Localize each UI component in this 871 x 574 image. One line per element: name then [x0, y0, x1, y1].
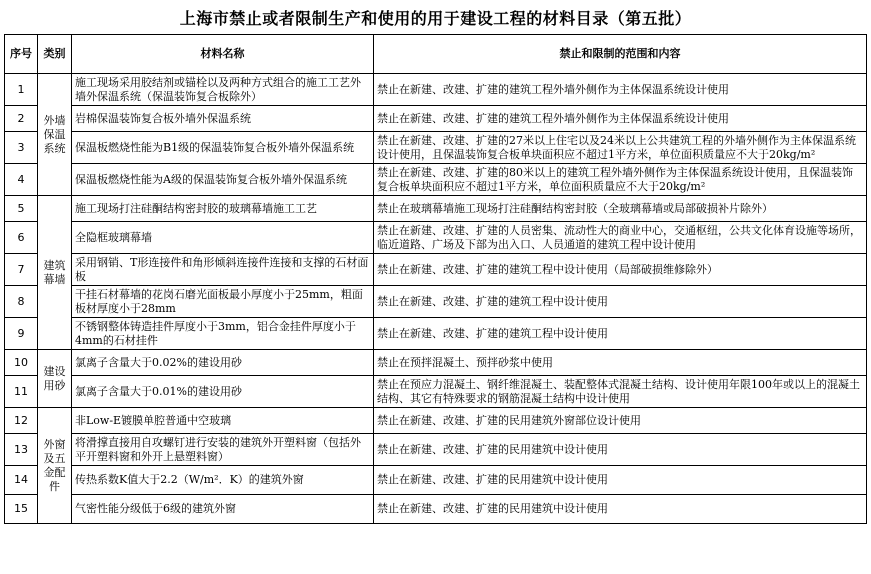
header-name: 材料名称: [72, 35, 374, 74]
table-row: [5, 434, 867, 466]
material-name: 将滑撑直接用自攻螺钉进行安装的建筑外开塑料窗（包括外平开塑料窗和外开上悬塑料窗）: [72, 434, 374, 466]
row-number: 14: [5, 466, 38, 495]
category-cell: 建设用砂: [38, 350, 72, 408]
row-number: 1: [5, 74, 38, 106]
row-number: 6: [5, 222, 38, 254]
restriction-scope: 禁止在新建、改建、扩建的民用建筑外窗部位设计使用: [374, 408, 867, 434]
row-number: 5: [5, 196, 38, 222]
material-name: 保温板燃烧性能为B1级的保温装饰复合板外墙外保温系统: [72, 132, 374, 164]
materials-table: [4, 34, 867, 524]
restriction-scope: 禁止在新建、改建、扩建的建筑工程外墙外侧作为主体保温系统设计使用: [374, 74, 867, 106]
material-name: 采用钢销、T形连接件和角形倾斜连接件连接和支撑的石材面板: [72, 254, 374, 286]
row-number: 3: [5, 132, 38, 164]
table-row: [5, 132, 867, 164]
material-name: 施工现场打注硅酮结构密封胶的玻璃幕墙施工工艺: [72, 196, 374, 222]
restriction-scope: 禁止在预拌混凝土、预拌砂浆中使用: [374, 350, 867, 376]
material-name: 非Low-E镀膜单腔普通中空玻璃: [72, 408, 374, 434]
restriction-scope: 禁止在新建、改建、扩建的人员密集、流动性大的商业中心，交通枢纽，公共文化体育设施等场所，临近道路、广场及下部为出入口、人员通道的建筑工程中设计使用: [374, 222, 867, 254]
row-number: 4: [5, 164, 38, 196]
row-number: 7: [5, 254, 38, 286]
restriction-scope: 禁止在预应力混凝土、钢纤维混凝土、装配整体式混凝土结构、设计使用年限100年或以上的混凝土结构、其它有特殊要求的钢筋混凝土结构中设计使用: [374, 376, 867, 408]
material-name: 全隐框玻璃幕墙: [72, 222, 374, 254]
material-name: 施工现场采用胶结剂或锚栓以及两种方式组合的施工工艺外墙外保温系统（保温装饰复合板除外）: [72, 74, 374, 106]
material-name: 岩棉保温装饰复合板外墙外保温系统: [72, 106, 374, 132]
row-number: 15: [5, 495, 38, 524]
row-number: 8: [5, 286, 38, 318]
material-name: 干挂石材幕墙的花岗石磨光面板最小厚度小于25mm，粗面板材厚度小于28mm: [72, 286, 374, 318]
header-scope: 禁止和限制的范围和内容: [374, 35, 867, 74]
restriction-scope: 禁止在新建、改建、扩建的建筑工程中设计使用（局部破损维修除外）: [374, 254, 867, 286]
table-row: [5, 350, 867, 376]
table-row: [5, 466, 867, 495]
restriction-scope: 禁止在新建、改建、扩建的建筑工程中设计使用: [374, 318, 867, 350]
table-row: [5, 74, 867, 106]
table-row: [5, 222, 867, 254]
row-number: 11: [5, 376, 38, 408]
table-row: [5, 318, 867, 350]
material-name: 保温板燃烧性能为A级的保温装饰复合板外墙外保温系统: [72, 164, 374, 196]
restriction-scope: 禁止在新建、改建、扩建的民用建筑中设计使用: [374, 495, 867, 524]
document-title: 上海市禁止或者限制生产和使用的用于建设工程的材料目录（第五批）: [179, 9, 692, 28]
table-row: [5, 408, 867, 434]
table-row: [5, 164, 867, 196]
restriction-scope: 禁止在新建、改建、扩建的民用建筑中设计使用: [374, 466, 867, 495]
material-name: 不锈钢整体铸造挂件厚度小于3mm，铝合金挂件厚度小于4mm的石材挂件: [72, 318, 374, 350]
row-number: 13: [5, 434, 38, 466]
table-row: [5, 286, 867, 318]
header-no: 序号: [5, 35, 38, 74]
material-name: 气密性能分级低于6级的建筑外窗: [72, 495, 374, 524]
restriction-scope: 禁止在新建、改建、扩建的建筑工程中设计使用: [374, 286, 867, 318]
category-cell: 建筑幕墙: [38, 196, 72, 350]
material-name: 氯离子含量大于0.02%的建设用砂: [72, 350, 374, 376]
restriction-scope: 禁止在玻璃幕墙施工现场打注硅酮结构密封胶（全玻璃幕墙或局部破损补片除外）: [374, 196, 867, 222]
material-name: 传热系数K值大于2.2（W/m²．K）的建筑外窗: [72, 466, 374, 495]
row-number: 9: [5, 318, 38, 350]
table-row: [5, 106, 867, 132]
header-category: 类别: [38, 35, 72, 74]
table-row: [5, 495, 867, 524]
restriction-scope: 禁止在新建、改建、扩建的建筑工程外墙外侧作为主体保温系统设计使用: [374, 106, 867, 132]
row-number: 10: [5, 350, 38, 376]
row-number: 2: [5, 106, 38, 132]
row-number: 12: [5, 408, 38, 434]
restriction-scope: 禁止在新建、改建、扩建的80米以上的建筑工程外墙外侧作为主体保温系统设计使用，且保温装饰复合板单块面积应不超过1平方米，单位面积质量应不大于20kg/m²: [374, 164, 867, 196]
table-row: [5, 376, 867, 408]
table-row: [5, 196, 867, 222]
table-header-row: [5, 35, 867, 74]
category-cell: 外墙保温系统: [38, 74, 72, 196]
restriction-scope: 禁止在新建、改建、扩建的27米以上住宅以及24米以上公共建筑工程的外墙外侧作为主体保温系统设计使用，且保温装饰复合板单块面积应不超过1平方米，单位面积质量应不大于20kg/m²: [374, 132, 867, 164]
material-name: 氯离子含量大于0.01%的建设用砂: [72, 376, 374, 408]
category-cell: 外窗及五金配件: [38, 408, 72, 524]
table-row: [5, 254, 867, 286]
restriction-scope: 禁止在新建、改建、扩建的民用建筑中设计使用: [374, 434, 867, 466]
